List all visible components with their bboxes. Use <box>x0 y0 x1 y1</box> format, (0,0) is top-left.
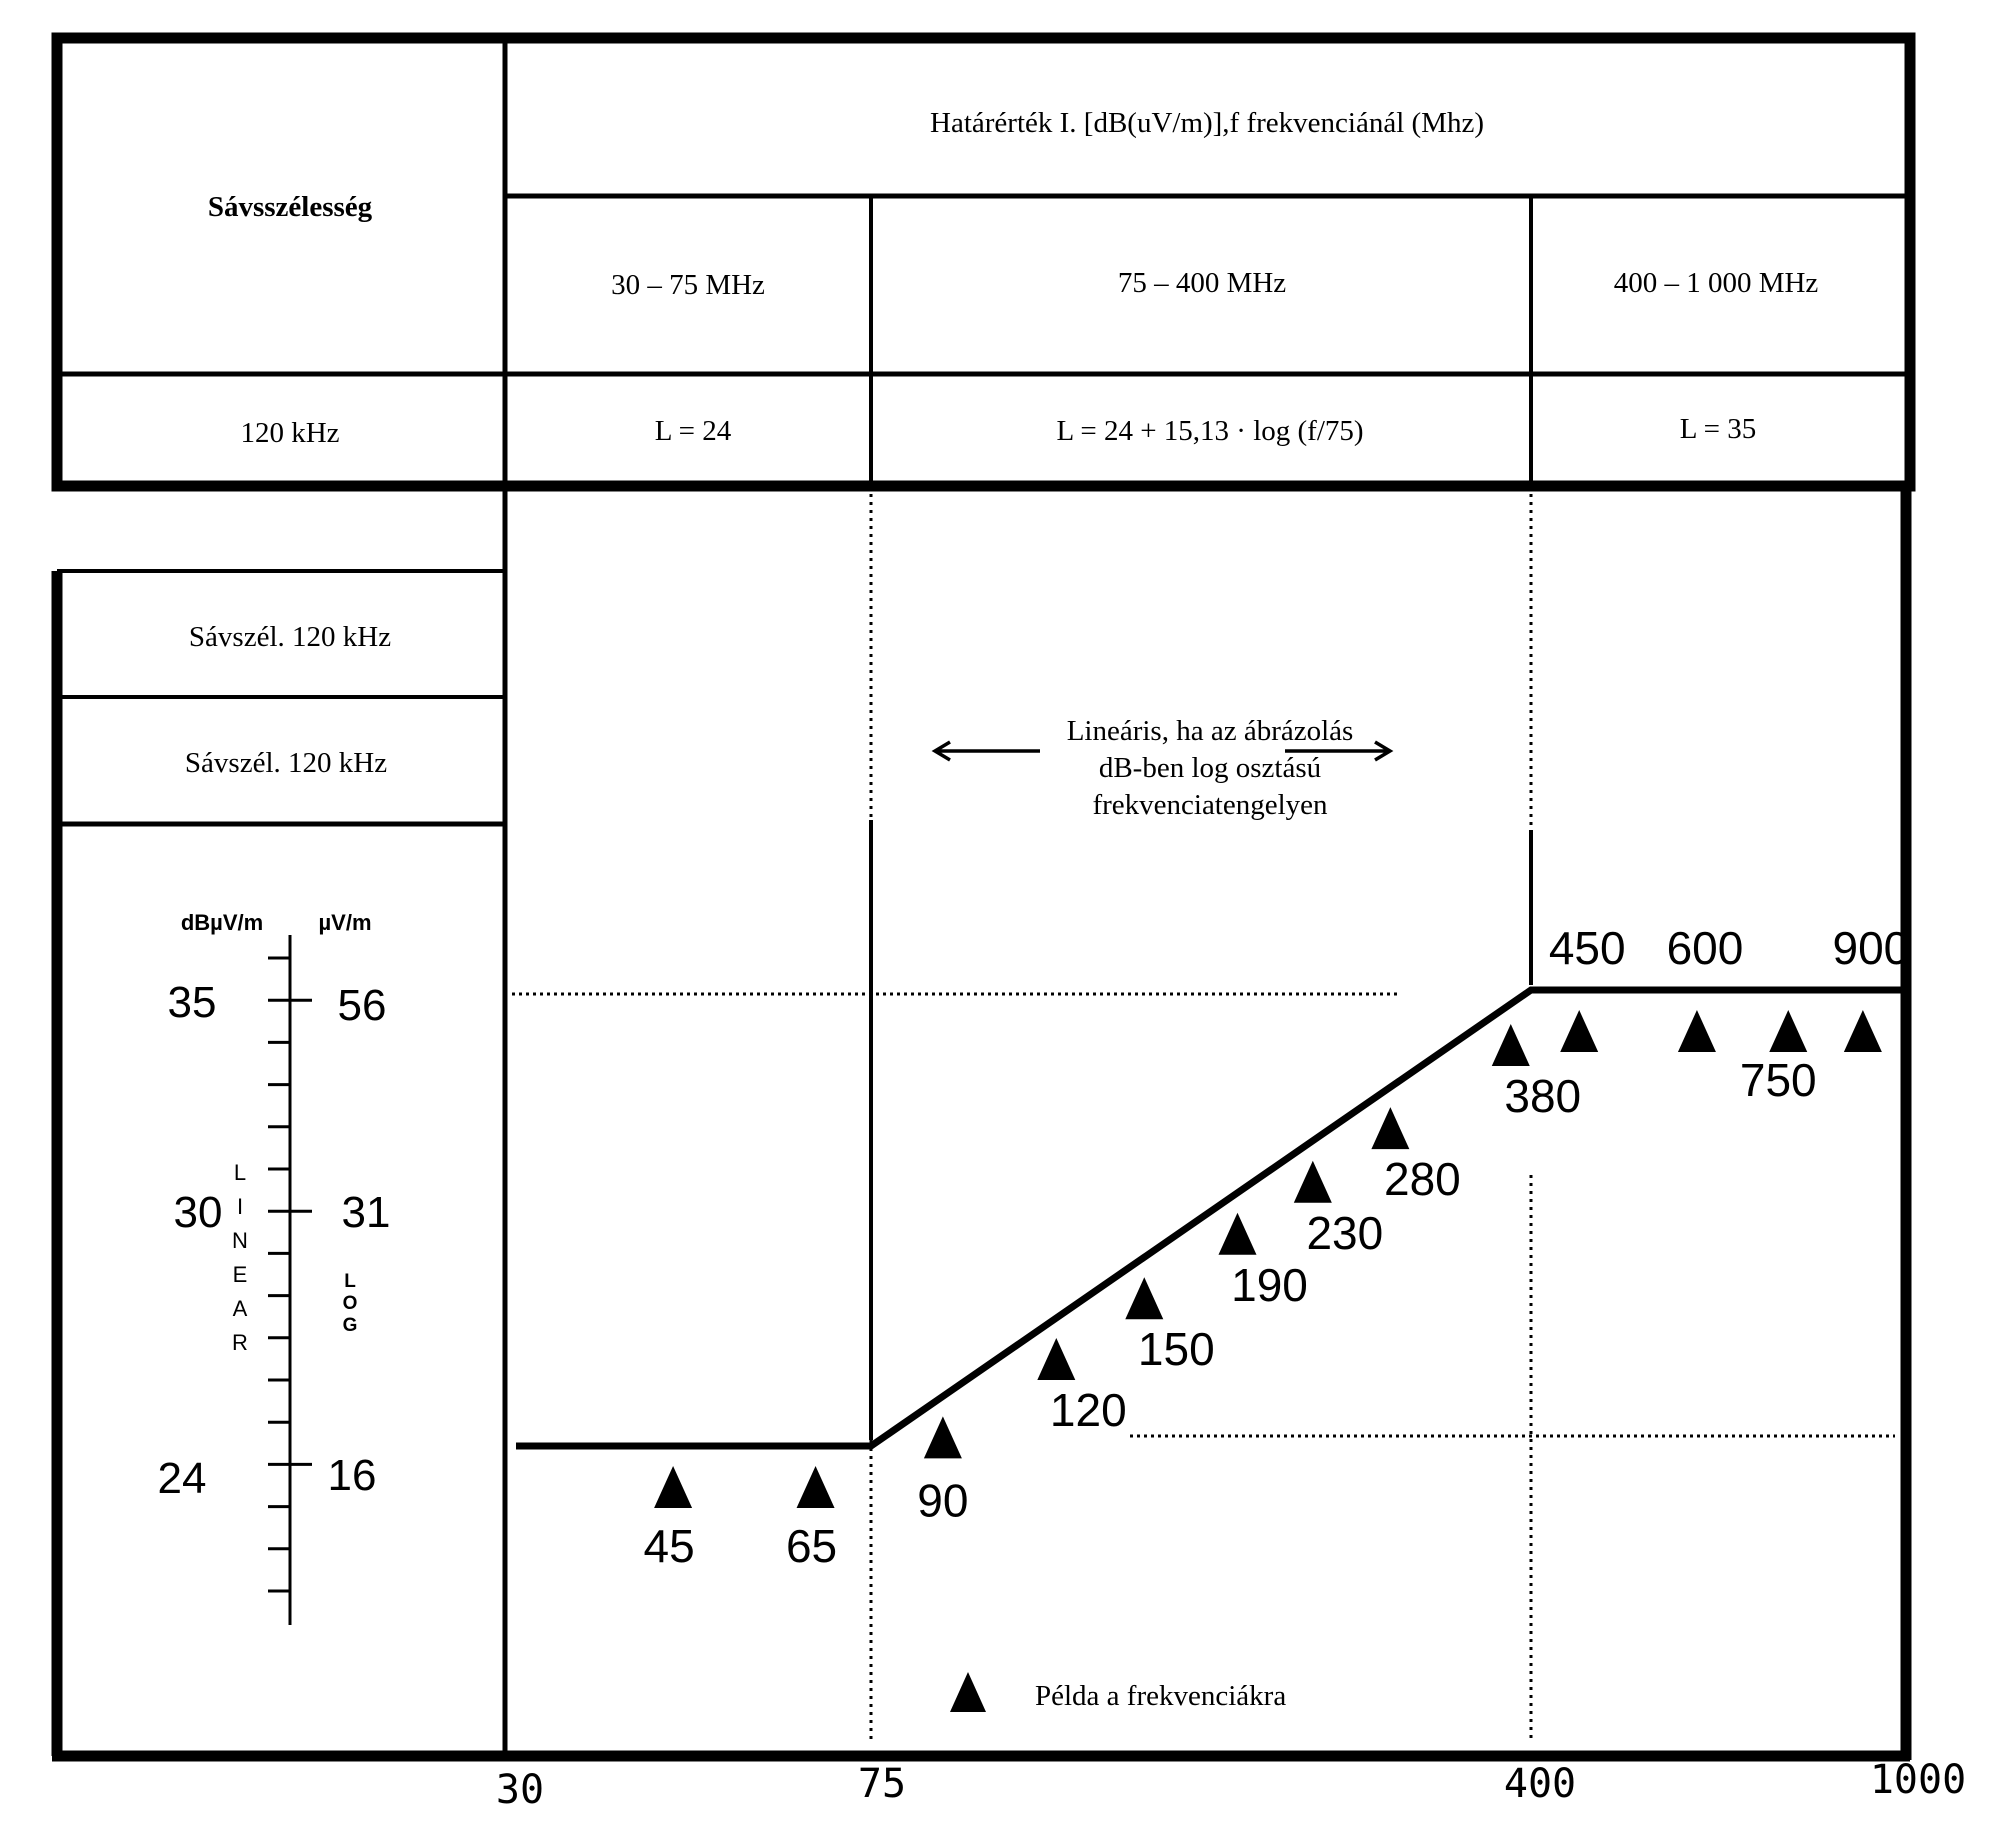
triangle-marker-icon <box>950 1672 986 1712</box>
linear-letter: A <box>232 1296 248 1321</box>
log-letter: G <box>342 1315 358 1336</box>
note-line-3: frekvenciatengelyen <box>1092 789 1328 821</box>
x-tick-75: 75 <box>857 1761 907 1807</box>
left-arrow-icon <box>935 742 1040 760</box>
frequency-label-120: 120 <box>1049 1383 1127 1436</box>
frequency-marker-450 <box>1560 1010 1598 1052</box>
db-label-24: 24 <box>157 1454 207 1503</box>
x-tick-1000: 1000 <box>1869 1757 1967 1803</box>
unit-log: µV/m <box>318 910 372 935</box>
frequency-marker-280 <box>1371 1107 1409 1149</box>
frequency-marker-65 <box>797 1466 835 1508</box>
range-label-3: 400 – 1 000 MHz <box>1613 267 1819 299</box>
frequency-marker-380 <box>1492 1024 1530 1066</box>
linear-letter: E <box>232 1262 248 1287</box>
frequency-marker-230 <box>1294 1161 1332 1203</box>
db-label-30: 30 <box>173 1188 223 1237</box>
x-tick-30: 30 <box>495 1767 545 1813</box>
log-word <box>343 1271 358 1336</box>
linear-letter: N <box>232 1228 248 1253</box>
frequency-marker-900 <box>1844 1010 1882 1052</box>
frequency-label-380: 380 <box>1504 1069 1582 1122</box>
x-tick-400: 400 <box>1503 1761 1577 1807</box>
frequency-label-65: 65 <box>785 1520 838 1572</box>
frequency-label-190: 190 <box>1231 1258 1308 1311</box>
log-letter: L <box>344 1271 356 1292</box>
frequency-marker-120 <box>1037 1338 1075 1380</box>
note-line-1: Lineáris, ha az ábrázolás <box>1066 715 1354 747</box>
frequency-marker-750 <box>1769 1010 1807 1052</box>
bandwidth-header: Sávsszélesség <box>207 191 373 223</box>
frequency-label-450: 450 <box>1548 922 1626 974</box>
frequency-marker-190 <box>1218 1213 1256 1255</box>
uv-label-31: 31 <box>341 1188 391 1237</box>
db-label-35: 35 <box>167 978 217 1027</box>
linear-letter: L <box>233 1160 247 1185</box>
formula-1: L = 24 <box>654 415 732 447</box>
frequency-label-90: 90 <box>917 1474 969 1527</box>
series-layer <box>516 922 1909 1572</box>
linear-note <box>935 715 1390 821</box>
frequency-marker-600 <box>1678 1010 1716 1052</box>
legend-label: Példa a frekvenciákra <box>1035 1680 1287 1712</box>
linear-letter: I <box>236 1194 244 1219</box>
frequency-label-230: 230 <box>1306 1206 1384 1259</box>
bandwidth-value: 120 kHz <box>240 417 340 449</box>
legend <box>950 1672 1286 1712</box>
plot-frame <box>52 486 1910 1760</box>
y-axis-scale <box>158 910 391 1625</box>
note-line-2: dB-ben log osztású <box>1098 752 1322 784</box>
formula-2: L = 24 + 15,13 · log (f/75) <box>1056 415 1364 447</box>
uv-label-16: 16 <box>327 1451 377 1500</box>
band-boundaries <box>512 486 1895 1740</box>
frequency-label-150: 150 <box>1137 1323 1215 1376</box>
linear-letter: R <box>232 1330 248 1355</box>
frequency-marker-150 <box>1125 1277 1163 1319</box>
frequency-label-45: 45 <box>643 1520 695 1572</box>
frequency-label-750: 750 <box>1739 1054 1817 1106</box>
frequency-marker-45 <box>654 1466 692 1508</box>
x-axis-labels <box>496 1757 1966 1813</box>
frequency-label-600: 600 <box>1666 922 1744 974</box>
chart-title: Határérték I. [dB(uV/m)],f frekvenciánál (Mhz) <box>930 107 1484 139</box>
frequency-label-900: 900 <box>1832 922 1910 974</box>
frequency-label-280: 280 <box>1383 1153 1461 1206</box>
range-label-1: 30 – 75 MHz <box>611 269 765 301</box>
range-label-2: 75 – 400 MHz <box>1117 267 1287 299</box>
limit-line-series-0 <box>516 990 1906 1446</box>
formula-3: L = 35 <box>1679 413 1757 445</box>
log-letter: O <box>342 1293 358 1314</box>
uv-label-56: 56 <box>337 981 387 1030</box>
linear-word <box>232 1160 248 1355</box>
unit-linear: dBµV/m <box>180 910 264 935</box>
side-label-2: Sávszél. 120 kHz <box>184 747 388 779</box>
frequency-marker-90 <box>924 1416 962 1458</box>
side-label-1: Sávszél. 120 kHz <box>188 621 392 653</box>
